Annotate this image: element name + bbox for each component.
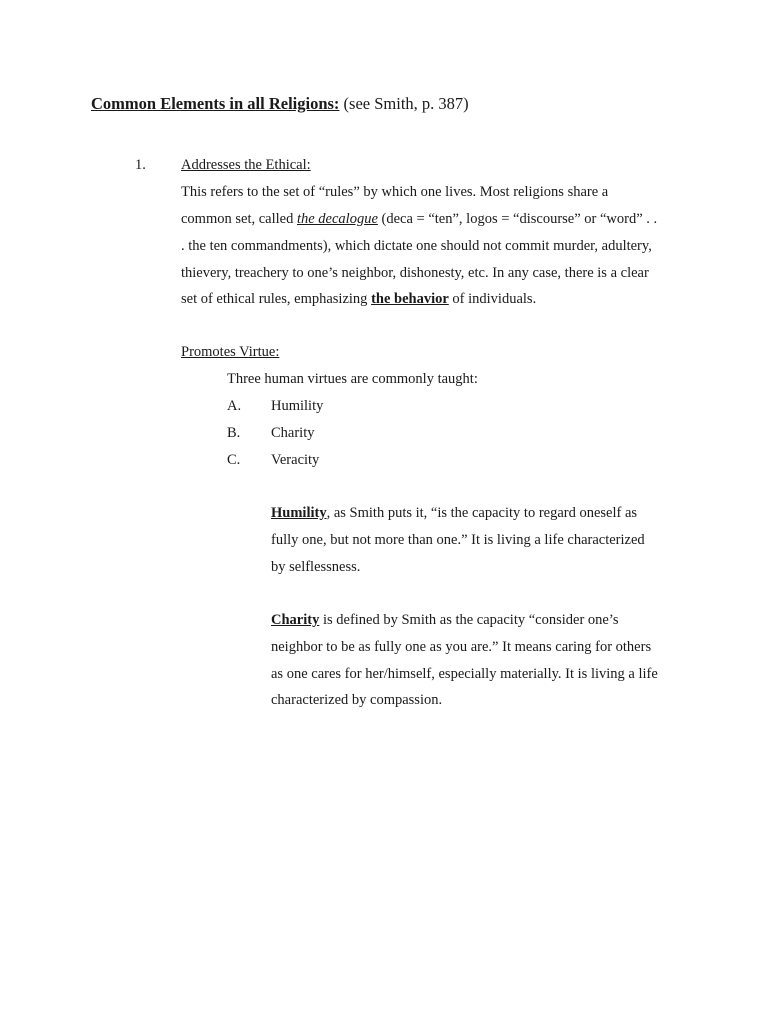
charity-line-1	[271, 612, 619, 629]
humility-line-1-post: , as Smith puts it, “is the capacity to regard oneself as	[326, 505, 638, 521]
section-number: 1.	[135, 157, 146, 173]
list-item-letter: A.	[227, 398, 242, 414]
ethical-line-3: . the ten commandments), which dictate one should not commit murder, adultery,	[181, 238, 652, 254]
virtue-intro: Three human virtues are commonly taught:	[227, 371, 478, 387]
humility-line-3: by selflessness.	[271, 559, 361, 575]
charity-line-1-post: is defined by Smith as the capacity “consider one’s	[319, 612, 619, 628]
ethical-line-2-post: (deca = “ten”, logos = “discourse” or “word” . .	[377, 211, 658, 227]
term-the-behavior: the behavior	[371, 291, 449, 307]
ethical-line-4: thievery, treachery to one’s neighbor, dishonesty, etc. In any case, there is a clear	[181, 265, 649, 281]
ethical-line-2-pre: common set, called	[181, 211, 297, 227]
section-heading-ethical: Addresses the Ethical:	[181, 157, 311, 173]
title-heading: Common Elements in all Religions:	[91, 94, 340, 113]
list-item-letter: B.	[227, 425, 241, 441]
term-humility: Humility	[271, 505, 327, 521]
section-heading-virtue: Promotes Virtue:	[181, 344, 280, 360]
list-item-label: Charity	[271, 425, 315, 441]
term-decalogue: the decalogue	[296, 211, 378, 227]
list-item-label: Veracity	[271, 452, 320, 468]
charity-line-3: as one cares for her/himself, especially materially. It is living a life	[271, 666, 658, 682]
ethical-line-2	[181, 211, 657, 228]
list-item-letter: C.	[227, 452, 241, 468]
ethical-line-5-pre: set of ethical rules, emphasizing	[181, 291, 372, 307]
page-title	[91, 94, 469, 114]
ethical-line-5-post: of individuals.	[448, 291, 537, 307]
ethical-line-1: This refers to the set of “rules” by which one lives. Most religions share a	[181, 184, 609, 200]
list-item-label: Humility	[271, 398, 324, 414]
charity-line-4: characterized by compassion.	[271, 692, 443, 708]
humility-line-2: fully one, but not more than one.” It is living a life characterized	[271, 532, 645, 548]
title-reference: (see Smith, p. 387)	[339, 94, 469, 113]
charity-line-2: neighbor to be as fully one as you are.” It means caring for others	[271, 639, 652, 655]
humility-line-1	[271, 505, 637, 522]
term-charity: Charity	[271, 612, 320, 628]
ethical-line-5	[181, 291, 536, 308]
